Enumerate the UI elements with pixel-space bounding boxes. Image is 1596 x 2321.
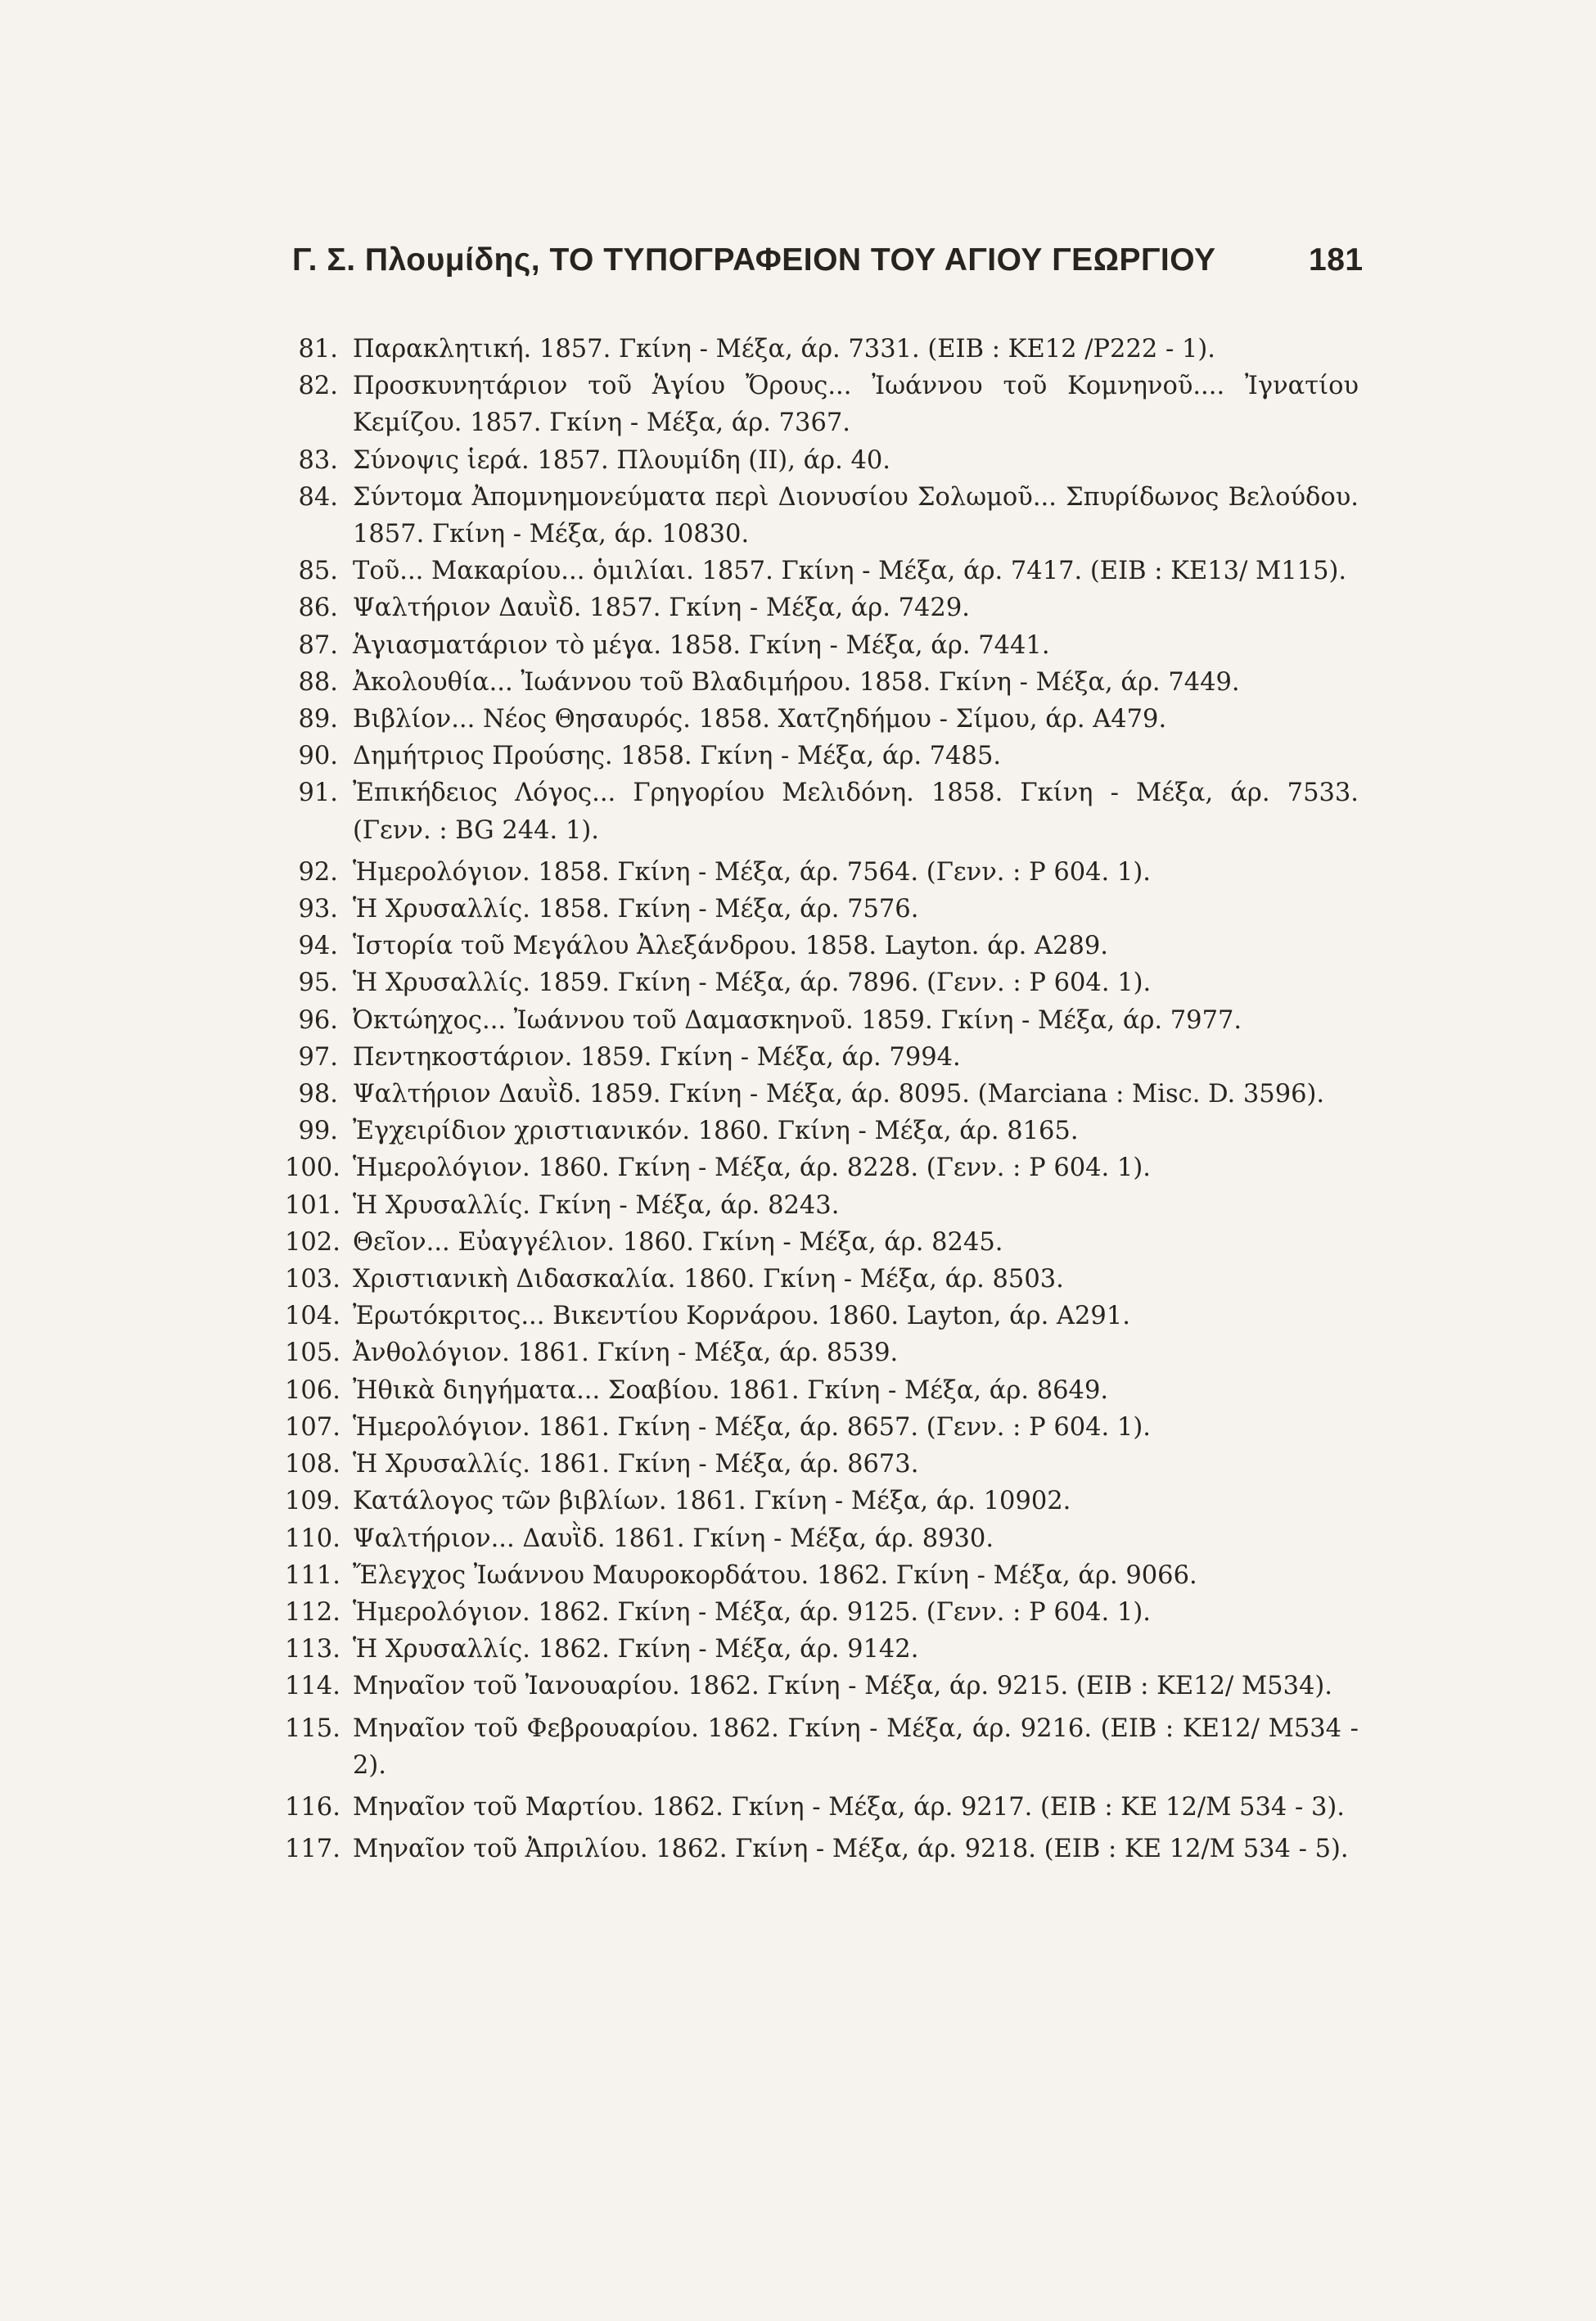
catalogue-entry [285, 928, 1359, 964]
entry-number: 97. [298, 1042, 338, 1072]
entry-text: Μηναῖον τοῦ Φεβρουαρίου. 1862. Γκίνη - Μέξα, άρ. 9216. (ΕΙΒ : ΚΕ12/ Μ534 - 2). [353, 1714, 1359, 1780]
catalogue-entry [285, 664, 1359, 701]
entry-number: 85. [298, 557, 338, 586]
entry-number: 109. [285, 1487, 340, 1516]
entry-number: 104. [285, 1302, 340, 1331]
catalogue-entry [285, 1261, 1359, 1298]
entry-number: 103. [285, 1265, 340, 1294]
entry-number: 107. [285, 1412, 340, 1442]
entry-text: Χριστιανικὴ Διδασκαλία. 1860. Γκίνη - Μέξα, άρ. 8503. [353, 1265, 1064, 1294]
entry-number: 101. [285, 1190, 340, 1220]
catalogue-entry [285, 553, 1359, 589]
entry-text: Βιβλίον... Νέος Θησαυρός. 1858. Χατζηδήμου - Σίμου, άρ. Α479. [353, 705, 1167, 734]
page-number: 181 [1309, 242, 1364, 278]
entry-text: Ψαλτήριον... Δαυῒδ. 1861. Γκίνη - Μέξα, άρ. 8930. [353, 1524, 994, 1553]
catalogue-entry [285, 1483, 1359, 1519]
catalogue-entry [285, 331, 1359, 368]
entry-text: Κατάλογος τῶν βιβλίων. 1861. Γκίνη - Μέξα, άρ. 10902. [353, 1487, 1071, 1516]
entry-text: Σύντομα Ἀπομνημονεύματα περὶ Διονυσίου Σολωμοῦ... Σπυρίδωνος Βελούδου. 1857. Γκίνη - Μέξα, άρ. 10830. [353, 482, 1359, 549]
entry-text: Παρακλητική. 1857. Γκίνη - Μέξα, άρ. 7331. (ΕΙΒ : ΚΕ12 /Ρ222 - 1). [353, 335, 1215, 364]
entry-text: Ἁγιασματάριον τὸ μέγα. 1858. Γκίνη - Μέξα, άρ. 7441. [353, 630, 1050, 660]
entry-number: 87. [298, 630, 338, 660]
entry-text: Μηναῖον τοῦ Μαρτίου. 1862. Γκίνη - Μέξα, άρ. 9217. (ΕΙΒ : ΚΕ 12/Μ 534 - 3). [353, 1792, 1345, 1822]
header-author: Γ. Σ. Πλουμίδης, [292, 242, 541, 278]
entry-number: 89. [298, 705, 338, 734]
catalogue-entry [285, 368, 1359, 441]
catalogue-entry [285, 627, 1359, 664]
catalogue-entries [285, 331, 1359, 1867]
catalogue-entry [285, 774, 1359, 848]
entry-number: 88. [298, 667, 338, 697]
catalogue-entry [285, 1187, 1359, 1224]
catalogue-entry [285, 1557, 1359, 1594]
catalogue-entry [285, 1076, 1359, 1113]
entry-text: Ὀκτώηχος... Ἰωάννου τοῦ Δαμασκηνοῦ. 1859. Γκίνη - Μέξα, άρ. 7977. [353, 1005, 1242, 1035]
entry-text: Ἀκολουθία... Ἰωάννου τοῦ Βλαδιμήρου. 1858. Γκίνη - Μέξα, άρ. 7449. [353, 667, 1240, 697]
catalogue-entry [285, 738, 1359, 774]
entry-number: 112. [285, 1597, 340, 1627]
catalogue-entry [285, 1594, 1359, 1631]
catalogue-entry [285, 964, 1359, 1001]
entry-text: Ἡμερολόγιον. 1862. Γκίνη - Μέξα, άρ. 9125. (Γενν. : Ρ 604. 1). [353, 1597, 1151, 1627]
entry-number: 82. [298, 372, 338, 401]
entry-text: Ἡμερολόγιον. 1861. Γκίνη - Μέξα, άρ. 8657. (Γενν. : Ρ 604. 1). [353, 1412, 1151, 1442]
catalogue-entry [285, 1039, 1359, 1076]
entry-number: 95. [298, 969, 338, 998]
entry-number: 91. [298, 779, 338, 808]
entry-text: Μηναῖον τοῦ Ἀπριλίου. 1862. Γκίνη - Μέξα, άρ. 9218. (ΕΙΒ : ΚΕ 12/Μ 534 - 5). [353, 1835, 1349, 1864]
entry-number: 96. [298, 1005, 338, 1035]
catalogue-entry [285, 442, 1359, 479]
entry-number: 114. [285, 1672, 340, 1701]
header-title: ΤΟ ΤΥΠΟΓΡΑΦΕΙΟΝ ΤΟΥ ΑΓΙΟΥ ΓΕΩΡΓΙΟΥ [549, 242, 1216, 278]
entry-number: 83. [298, 445, 338, 475]
catalogue-entry [285, 1149, 1359, 1186]
entry-text: Σύνοψις ἱερά. 1857. Πλουμίδη (ΙΙ), άρ. 40. [353, 445, 891, 475]
entry-text: Ἠθικὰ διηγήματα... Σοαβίου. 1861. Γκίνη - Μέξα, άρ. 8649. [353, 1375, 1109, 1405]
catalogue-entry [285, 1334, 1359, 1371]
entry-number: 94. [298, 932, 338, 961]
entry-text: Ψαλτήριον Δαυῒδ. 1859. Γκίνη - Μέξα, άρ. 8095. (Marciana : Misc. D. 3596). [353, 1080, 1325, 1109]
catalogue-entry [285, 1789, 1359, 1826]
entry-number: 99. [298, 1117, 338, 1146]
catalogue-entry [285, 1710, 1359, 1784]
entry-number: 106. [285, 1375, 340, 1405]
entry-text: Προσκυνητάριον τοῦ Ἁγίου Ὄρους... Ἰωάννου τοῦ Κομνηνοῦ.... Ἰγνατίου Κεμίζου. 1857. Γκίνη - Μέξα, άρ. 7367. [353, 372, 1359, 438]
entry-text: Ἡμερολόγιον. 1860. Γκίνη - Μέξα, άρ. 8228. (Γενν. : Ρ 604. 1). [353, 1154, 1151, 1183]
entry-number: 90. [298, 742, 338, 771]
entry-text: Ἡ Χρυσαλλίς. Γκίνη - Μέξα, άρ. 8243. [353, 1190, 840, 1220]
entry-number: 93. [298, 895, 338, 924]
entry-text: Μηναῖον τοῦ Ἰανουαρίου. 1862. Γκίνη - Μέξα, άρ. 9215. (ΕΙΒ : ΚΕ12/ Μ534). [353, 1672, 1332, 1701]
entry-number: 116. [285, 1792, 340, 1822]
catalogue-entry [285, 1372, 1359, 1409]
entry-text: Ἔλεγχος Ἰωάννου Μαυροκορδάτου. 1862. Γκίνη - Μέξα, άρ. 9066. [353, 1560, 1197, 1590]
entry-text: Ἱστορία τοῦ Μεγάλου Ἀλεξάνδρου. 1858. Layton. άρ. Α289. [353, 932, 1108, 961]
catalogue-entry [285, 1002, 1359, 1039]
catalogue-entry [285, 1298, 1359, 1334]
catalogue-entry [285, 701, 1359, 738]
catalogue-entry [285, 479, 1359, 553]
entry-text: Δημήτριος Προύσης. 1858. Γκίνη - Μέξα, άρ. 7485. [353, 742, 1002, 771]
catalogue-entry [285, 1831, 1359, 1867]
entry-text: Ἐρωτόκριτος... Βικεντίου Κορνάρου. 1860. Layton, άρ. Α291. [353, 1302, 1130, 1331]
entry-text: Ἡ Χρυσαλλίς. 1862. Γκίνη - Μέξα, άρ. 9142. [353, 1635, 919, 1664]
catalogue-entry [285, 1113, 1359, 1149]
catalogue-entry [285, 589, 1359, 626]
entry-number: 113. [285, 1635, 340, 1664]
entry-number: 111. [285, 1560, 340, 1590]
catalogue-entry [285, 1520, 1359, 1557]
entry-number: 115. [285, 1714, 340, 1743]
catalogue-entry [285, 854, 1359, 891]
entry-number: 100. [285, 1154, 340, 1183]
running-header [292, 242, 1364, 278]
entry-text: Θεῖον... Εὐαγγέλιον. 1860. Γκίνη - Μέξα, άρ. 8245. [353, 1227, 1003, 1257]
entry-number: 98. [298, 1080, 338, 1109]
entry-number: 105. [285, 1339, 340, 1368]
catalogue-entry [285, 1224, 1359, 1261]
entry-text: Ψαλτήριον Δαυῒδ. 1857. Γκίνη - Μέξα, άρ. 7429. [353, 594, 970, 623]
entry-text: Ἡ Χρυσαλλίς. 1858. Γκίνη - Μέξα, άρ. 7576. [353, 895, 919, 924]
entry-number: 86. [298, 594, 338, 623]
entry-number: 110. [285, 1524, 340, 1553]
entry-number: 81. [298, 335, 338, 364]
catalogue-entry [285, 1446, 1359, 1483]
entry-text: Ἡ Χρυσαλλίς. 1861. Γκίνη - Μέξα, άρ. 8673. [353, 1450, 919, 1479]
catalogue-entry [285, 1631, 1359, 1668]
entry-number: 92. [298, 857, 338, 887]
entry-text: Ἐγχειρίδιον χριστιανικόν. 1860. Γκίνη - Μέξα, άρ. 8165. [353, 1117, 1079, 1146]
entry-text: Ἀνθολόγιον. 1861. Γκίνη - Μέξα, άρ. 8539. [353, 1339, 899, 1368]
entry-text: Ἡ Χρυσαλλίς. 1859. Γκίνη - Μέξα, άρ. 7896. (Γενν. : Ρ 604. 1). [353, 969, 1152, 998]
entry-number: 117. [285, 1835, 340, 1864]
catalogue-entry [285, 891, 1359, 928]
entry-text: Ἐπικήδειος Λόγος... Γρηγορίου Μελιδόνη. 1858. Γκίνη - Μέξα, άρ. 7533. (Γενν. : BG 244. 1). [353, 779, 1359, 845]
entry-text: Πεντηκοστάριον. 1859. Γκίνη - Μέξα, άρ. 7994. [353, 1042, 961, 1072]
entry-number: 102. [285, 1227, 340, 1257]
entry-text: Τοῦ... Μακαρίου... ὁμιλίαι. 1857. Γκίνη - Μέξα, άρ. 7417. (ΕΙΒ : ΚΕ13/ Μ115). [353, 557, 1347, 586]
entry-number: 84. [298, 482, 338, 512]
catalogue-entry [285, 1409, 1359, 1446]
catalogue-entry [285, 1668, 1359, 1705]
entry-text: Ἡμερολόγιον. 1858. Γκίνη - Μέξα, άρ. 7564. (Γενν. : Ρ 604. 1). [353, 857, 1151, 887]
entry-number: 108. [285, 1450, 340, 1479]
